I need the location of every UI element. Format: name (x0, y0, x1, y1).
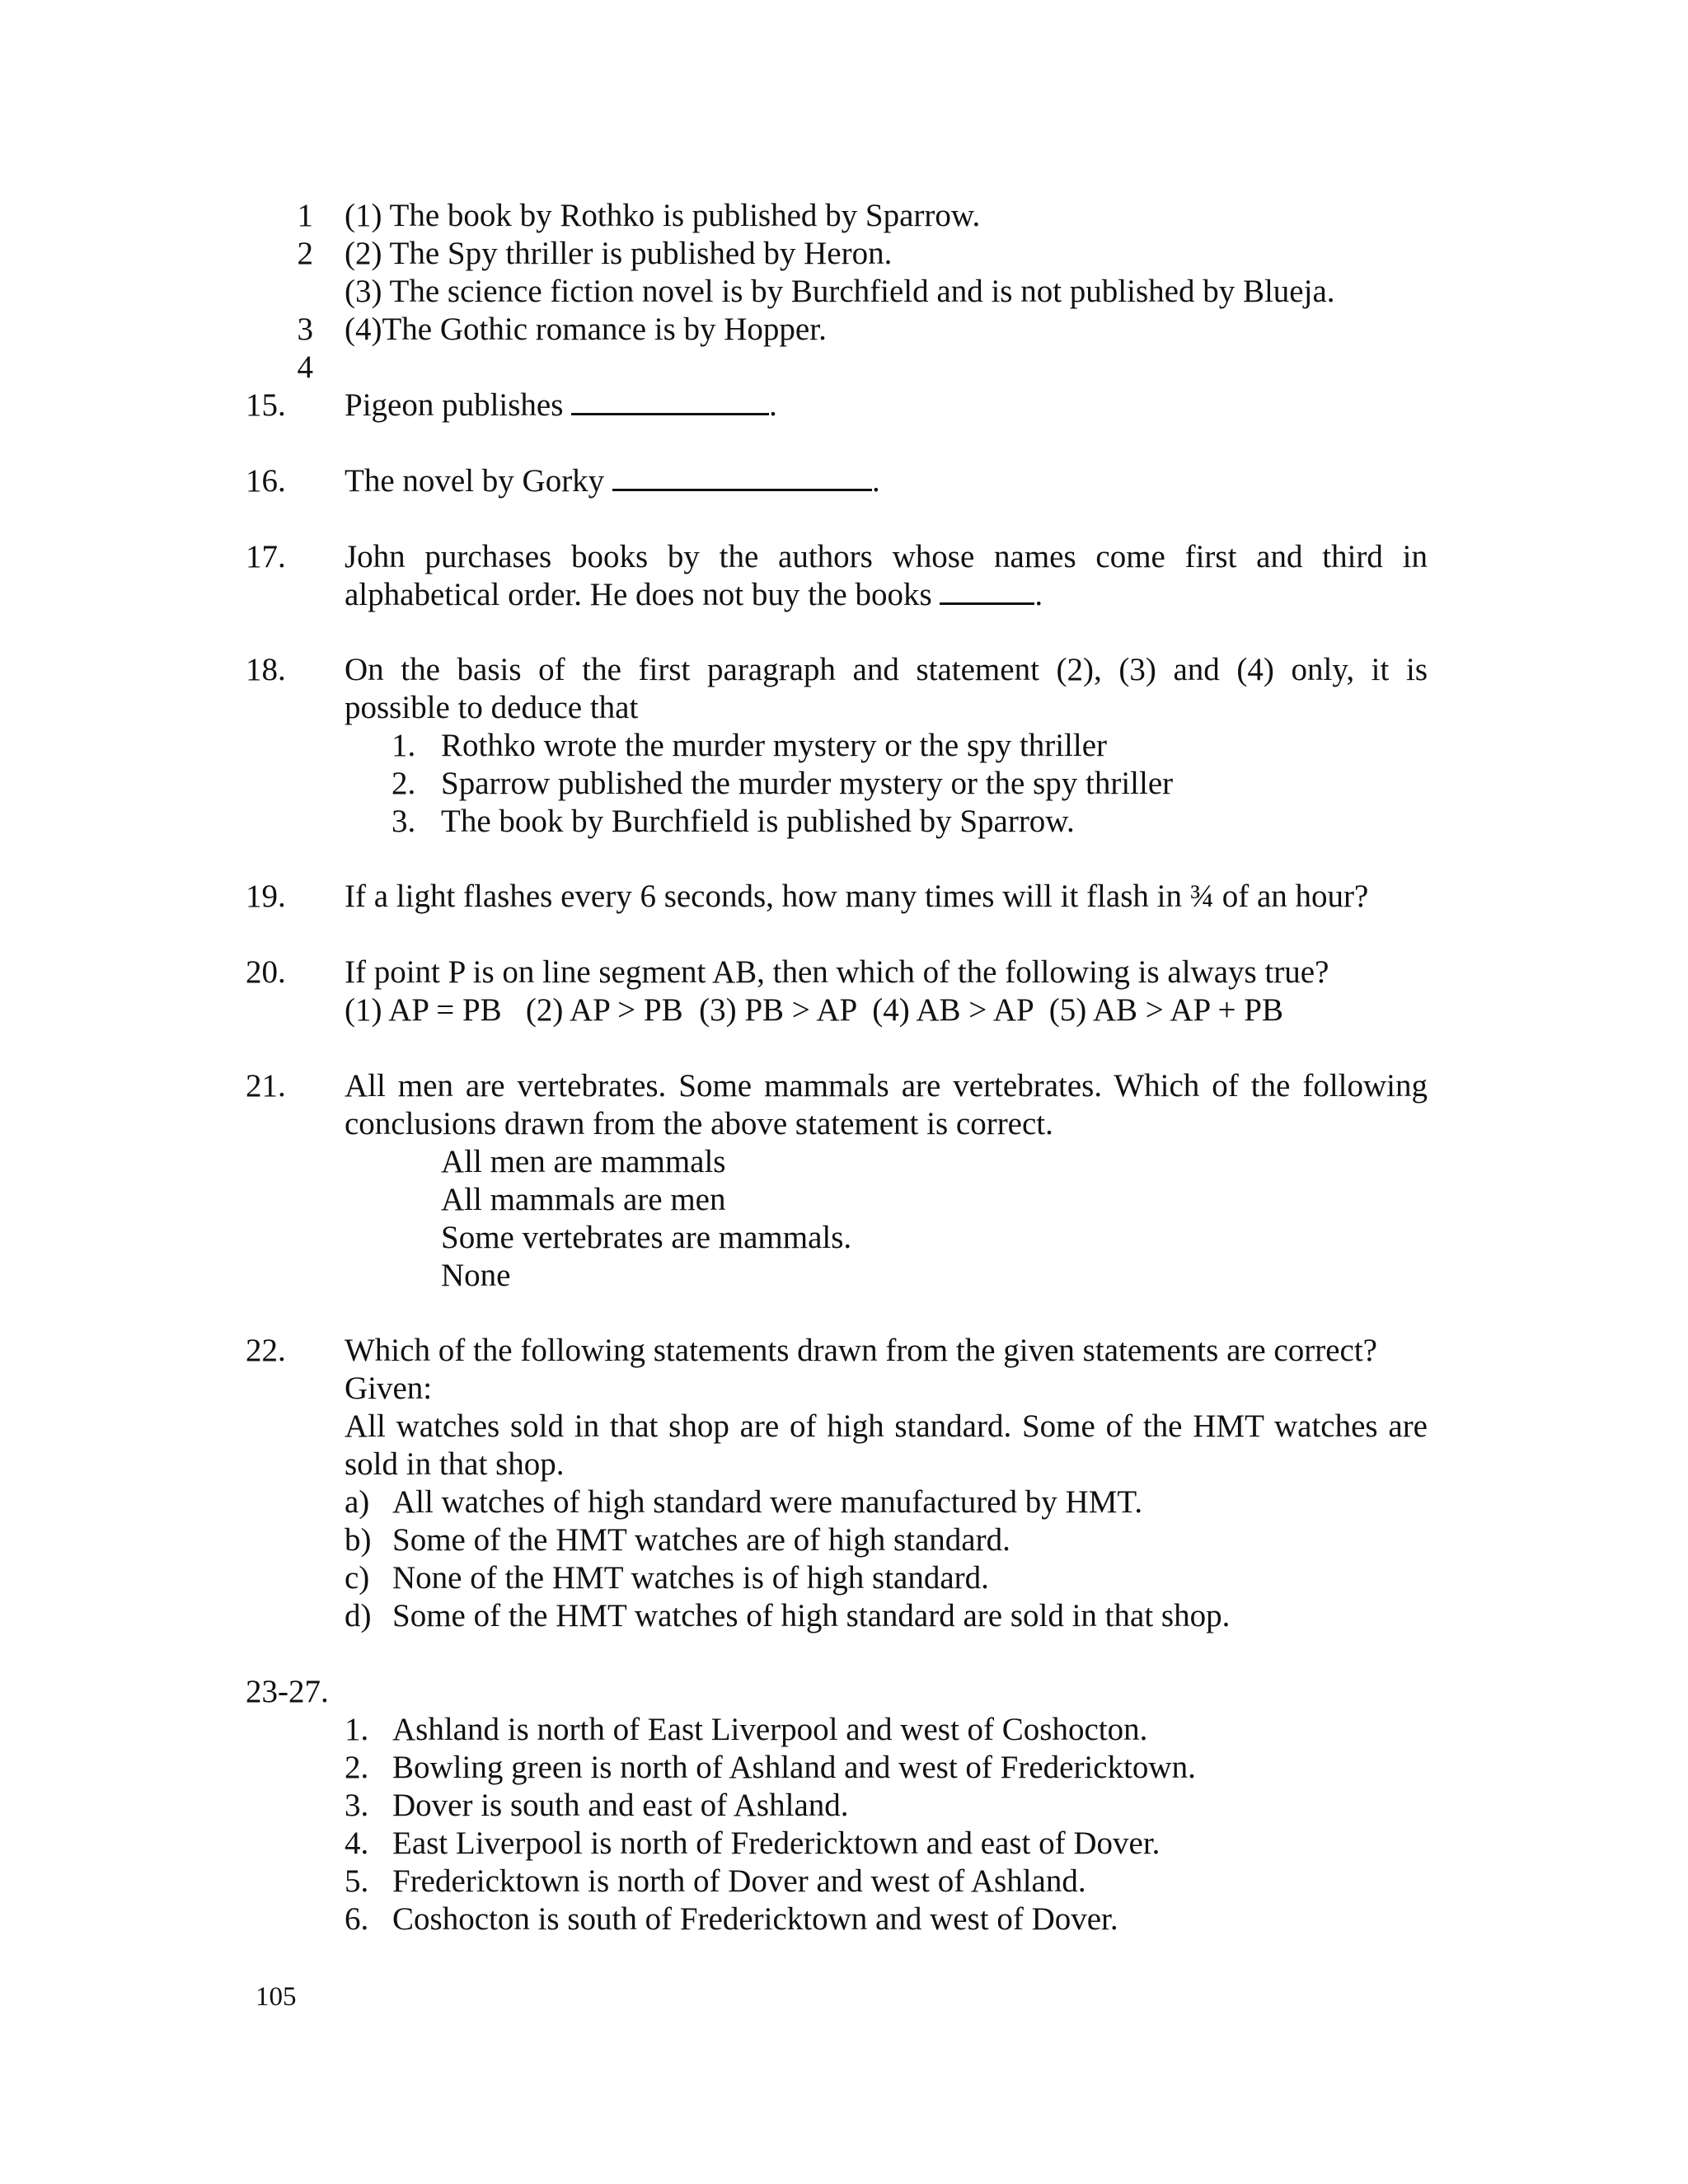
option-text: Some of the HMT watches are of high standard. (392, 1522, 1010, 1558)
answer-blank (612, 464, 872, 491)
option-number: b) (345, 1522, 372, 1558)
question-number: 22. (246, 1333, 286, 1368)
item-text: East Liverpool is north of Fredericktown and east of Dover. (392, 1825, 1160, 1861)
item-number: 1. (345, 1712, 369, 1747)
margin-number: 3 (297, 312, 313, 347)
question-text: John purchases books by the authors whose names come first and third in (345, 539, 1428, 574)
question-number: 23-27. (246, 1674, 329, 1709)
option-text: None (441, 1258, 511, 1293)
question-text: Pigeon publishes (345, 387, 564, 423)
question-text: If point P is on line segment AB, then which of the following is always true? (345, 954, 1329, 990)
question-text: All watches sold in that shop are of high standard. Some of the HMT watches are (345, 1408, 1428, 1444)
item-number: 4. (345, 1825, 369, 1861)
option-text: Some of the HMT watches of high standard are sold in that shop. (392, 1598, 1231, 1633)
question-15: Pigeon publishes . (345, 387, 777, 423)
item-number: 6. (345, 1901, 369, 1937)
question-text: All men are vertebrates. Some mammals are vertebrates. Which of the following (345, 1068, 1428, 1104)
statement-line: (1) The book by Rothko is published by Sparrow. (345, 198, 981, 233)
question-number: 16. (246, 463, 286, 499)
question-17-line2: alphabetical order. He does not buy the books . (345, 577, 1043, 612)
question-number: 17. (246, 539, 286, 574)
question-number: 20. (246, 954, 286, 990)
margin-number: 2 (297, 236, 313, 271)
statement-line: (4)The Gothic romance is by Hopper. (345, 312, 827, 347)
statement-line: (3) The science fiction novel is by Burchfield and is not published by Blueja. (345, 274, 1335, 309)
option-text: Sparrow published the murder mystery or the spy thriller (441, 766, 1174, 801)
item-text: Fredericktown is north of Dover and west of Ashland. (392, 1863, 1086, 1899)
option-text: None of the HMT watches is of high standard. (392, 1560, 989, 1596)
item-text: Ashland is north of East Liverpool and west of Coshocton. (392, 1712, 1148, 1747)
question-text: conclusions drawn from the above statement is correct. (345, 1106, 1053, 1141)
item-number: 3. (345, 1788, 369, 1823)
option-number: 1. (392, 728, 416, 763)
question-text: sold in that shop. (345, 1446, 565, 1482)
option-number: a) (345, 1484, 370, 1520)
item-text: Dover is south and east of Ashland. (392, 1788, 849, 1823)
question-number: 15. (246, 387, 286, 423)
item-text: Coshocton is south of Fredericktown and west of Dover. (392, 1901, 1118, 1937)
item-number: 5. (345, 1863, 369, 1899)
item-number: 2. (345, 1750, 369, 1785)
option-text: Some vertebrates are mammals. (441, 1220, 852, 1255)
option-text: All mammals are men (441, 1182, 726, 1217)
question-text: possible to deduce that (345, 690, 639, 725)
option-number: 3. (392, 804, 416, 839)
statement-line: (2) The Spy thriller is published by Heron. (345, 236, 893, 271)
option-number: 2. (392, 766, 416, 801)
margin-number: 4 (297, 349, 313, 385)
given-label: Given: (345, 1371, 433, 1406)
question-text: On the basis of the first paragraph and statement (2), (3) and (4) only, it is (345, 652, 1428, 687)
option-text: Rothko wrote the murder mystery or the spy thriller (441, 728, 1107, 763)
question-number: 21. (246, 1068, 286, 1104)
answer-blank (571, 388, 769, 415)
option-text: All men are mammals (441, 1144, 726, 1179)
item-text: Bowling green is north of Ashland and west of Fredericktown. (392, 1750, 1196, 1785)
question-text: The novel by Gorky (345, 463, 605, 499)
question-16: The novel by Gorky . (345, 463, 880, 499)
page-number: 105 (256, 1982, 297, 2012)
option-list: (1) AP = PB (2) AP > PB (3) PB > AP (4) AB > AP (5) AB > AP + PB (345, 992, 1283, 1028)
question-text: alphabetical order. He does not buy the books (345, 577, 932, 612)
margin-number: 1 (297, 198, 313, 233)
option-text: The book by Burchfield is published by Sparrow. (441, 804, 1075, 839)
answer-blank (940, 578, 1034, 605)
question-text: Which of the following statements drawn from the given statements are correct? (345, 1333, 1377, 1368)
option-text: All watches of high standard were manufactured by HMT. (392, 1484, 1143, 1520)
option-number: d) (345, 1598, 372, 1633)
option-number: c) (345, 1560, 370, 1596)
question-number: 19. (246, 879, 286, 914)
question-text: If a light flashes every 6 seconds, how many times will it flash in ¾ of an hour? (345, 879, 1369, 914)
question-number: 18. (246, 652, 286, 687)
